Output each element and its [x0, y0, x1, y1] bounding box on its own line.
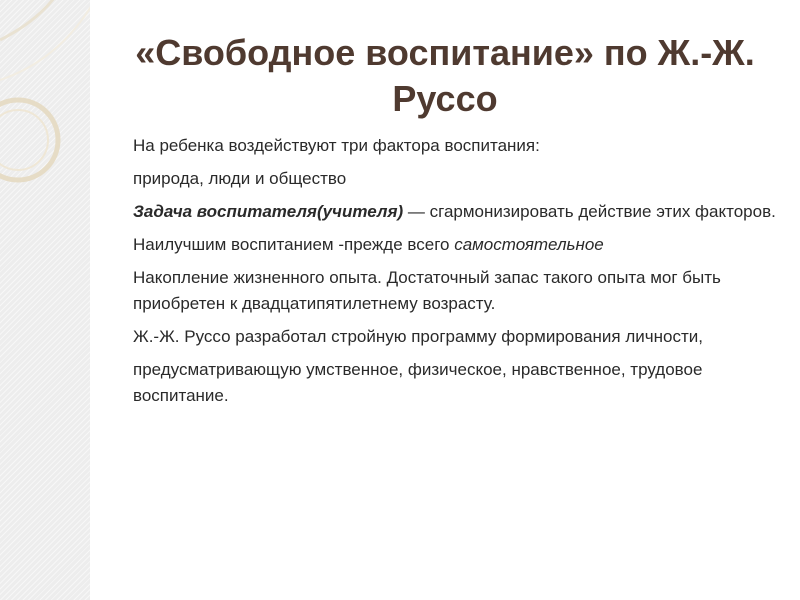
decorative-side-band: [0, 0, 90, 600]
body-paragraph-education-types: предусматривающую умственное, физическое, нравственное, трудовое воспитание.: [133, 360, 703, 405]
body-paragraph-program: Ж.-Ж. Руссо разработал стройную программу формирования личности,: [133, 327, 703, 346]
best-education-emphasis: самостоятельное: [454, 235, 604, 254]
body-paragraph-factors: На ребенка воздействуют три фактора воспитания:: [133, 136, 540, 155]
ornament-circles-icon: [0, 0, 90, 220]
body-paragraph-task: [133, 199, 783, 225]
slide-body: [133, 133, 783, 416]
body-paragraph-nature-people-society: природа, люди и общество: [133, 169, 347, 188]
task-text: — сгармонизировать действие этих факторов.: [403, 202, 776, 221]
body-paragraph-best-education: [133, 232, 783, 258]
body-paragraph-experience: Накопление жизненного опыта. Достаточный запас такого опыта мог быть приобретен к двадцатипятилетнему возрасту.: [133, 268, 736, 313]
task-emphasis: Задача воспитателя(учителя): [133, 202, 404, 221]
best-education-text: Наилучшим воспитанием -прежде всего: [133, 235, 455, 254]
slide-title: «Свободное воспитание» по Ж.-Ж. Руссо: [135, 32, 755, 119]
